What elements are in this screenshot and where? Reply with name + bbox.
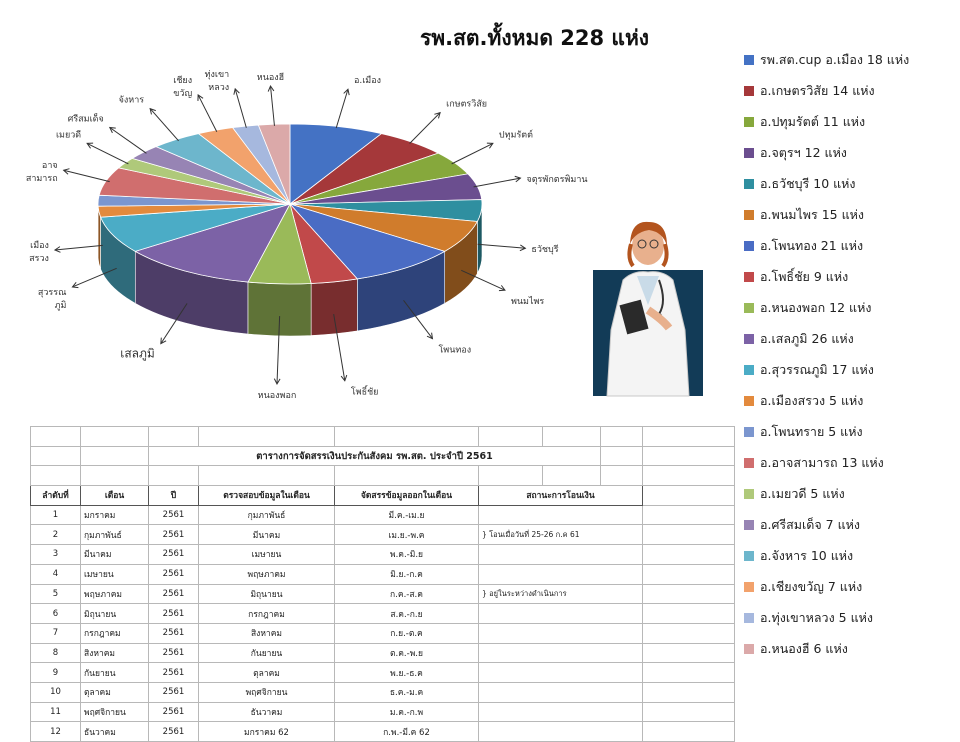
legend-swatch: [744, 582, 754, 592]
table-cell: 2561: [149, 722, 199, 742]
col-header-index: ลำดับที่: [31, 486, 81, 506]
legend-label: อ.อาจสามารถ 13 แห่ง: [760, 453, 884, 473]
table-cell: 2561: [149, 623, 199, 643]
legend-item: [744, 143, 847, 163]
col-header-year: ปี: [149, 486, 199, 506]
callout-label: เมืองสรวง: [29, 240, 49, 264]
table-cell: 2: [31, 525, 81, 545]
legend-label: อ.เมืองสรวง 5 แห่ง: [760, 391, 863, 411]
table-cell: เมษายน: [199, 545, 335, 565]
table-row: [31, 584, 735, 604]
legend-swatch: [744, 396, 754, 406]
legend-label: อ.ปทุมรัตต์ 11 แห่ง: [760, 112, 865, 132]
callout-label: เสลภูมิ: [120, 347, 155, 362]
table-cell: [643, 505, 735, 525]
legend-item: [744, 81, 875, 101]
callout-arrow: [410, 113, 441, 144]
legend-swatch: [744, 117, 754, 127]
legend-swatch: [744, 179, 754, 189]
callout-arrow: [64, 170, 110, 181]
table-cell: มิถุนายน: [81, 604, 149, 624]
table-cell: มกราคม: [81, 505, 149, 525]
legend-item: [744, 236, 863, 256]
transfer-status-cell: [479, 604, 643, 624]
legend-label: อ.เชียงขวัญ 7 แห่ง: [760, 577, 862, 597]
table-cell: ม.ค.-ก.พ: [335, 702, 479, 722]
callout-label: ทุ่งเขาหลวง: [205, 70, 230, 93]
legend-item: [744, 577, 862, 597]
table-cell: 2561: [149, 702, 199, 722]
table-cell: 2561: [149, 663, 199, 683]
table-cell: ต.ค.-พ.ย: [335, 643, 479, 663]
table-cell: 4: [31, 564, 81, 584]
table-row: [31, 564, 735, 584]
table-cell: 7: [31, 623, 81, 643]
table-cell: 11: [31, 702, 81, 722]
table-cell: ก.พ.-มี.ค 62: [335, 722, 479, 742]
callout-arrow: [270, 86, 274, 126]
transfer-status-cell: [479, 722, 643, 742]
legend-item: [744, 298, 871, 318]
callout-arrow: [336, 89, 348, 128]
legend-item: [744, 205, 864, 225]
table-row: [31, 682, 735, 702]
legend-swatch: [744, 613, 754, 623]
table-cell: ธันวาคม: [199, 702, 335, 722]
table-cell: 2561: [149, 584, 199, 604]
table-cell: [643, 682, 735, 702]
table-cell: พฤศจิกายน: [81, 702, 149, 722]
legend-swatch: [744, 272, 754, 282]
table-row: [31, 643, 735, 663]
callout-label: ศรีสมเด็จ: [68, 111, 104, 124]
transfer-status-cell: [479, 702, 643, 722]
transfer-status-cell: [479, 505, 643, 525]
legend-label: อ.ศรีสมเด็จ 7 แห่ง: [760, 515, 860, 535]
table-cell: [643, 564, 735, 584]
callout-arrow: [110, 127, 147, 153]
callout-label: ธวัชบุรี: [531, 244, 558, 255]
table-row: [31, 505, 735, 525]
legend-item: [744, 546, 853, 566]
table-cell: 2561: [149, 545, 199, 565]
table-row: [31, 702, 735, 722]
table-cell: กุมภาพันธ์: [199, 505, 335, 525]
table-row: [31, 623, 735, 643]
legend-swatch: [744, 148, 754, 158]
table-cell: [643, 545, 735, 565]
col-header-allocate-month: จัดสรรข้อมูลออกในเดือน: [335, 486, 479, 506]
table-cell: 2561: [149, 682, 199, 702]
table-cell: มี.ค.-เม.ย: [335, 505, 479, 525]
table-row: [31, 722, 735, 742]
callout-arrow: [87, 143, 128, 163]
table-cell: 3: [31, 545, 81, 565]
legend-swatch: [744, 303, 754, 313]
table-cell: กุมภาพันธ์: [81, 525, 149, 545]
callout-label: สุวรรณภูมิ: [38, 288, 67, 311]
table-cell: มกราคม 62: [199, 722, 335, 742]
callout-arrow: [55, 245, 103, 250]
callout-label: พนมไพร: [511, 296, 544, 307]
table-cell: กรกฎาคม: [199, 604, 335, 624]
table-cell: กันยายน: [199, 643, 335, 663]
transfer-status-cell: [479, 643, 643, 663]
transfer-status-cell: [479, 564, 643, 584]
callout-label: ปทุมรัตต์: [499, 128, 533, 140]
table-cell: 2561: [149, 643, 199, 663]
legend-swatch: [744, 365, 754, 375]
legend-label: อ.เสลภูมิ 26 แห่ง: [760, 329, 854, 349]
col-header-check-month: ตรวจสอบข้อมูลในเดือน: [199, 486, 335, 506]
table-cell: 12: [31, 722, 81, 742]
legend-label: อ.สุวรรณภูมิ 17 แห่ง: [760, 360, 874, 380]
table-row: [31, 604, 735, 624]
table-cell: 2561: [149, 604, 199, 624]
table-cell: มีนาคม: [81, 545, 149, 565]
legend-swatch: [744, 520, 754, 530]
table-cell: [643, 525, 735, 545]
legend-swatch: [744, 210, 754, 220]
callout-label: หนองพอก: [258, 391, 297, 401]
transfer-status-cell: [479, 623, 643, 643]
legend-item: [744, 360, 874, 380]
callout-arrow: [198, 95, 217, 132]
legend-item: [744, 484, 845, 504]
callout-label: เมยวดี: [56, 129, 81, 140]
table-cell: ก.ย.-ต.ค: [335, 623, 479, 643]
table-cell: [643, 623, 735, 643]
table-cell: 9: [31, 663, 81, 683]
legend-swatch: [744, 427, 754, 437]
callout-label: เกษตรวิสัย: [446, 99, 487, 110]
legend-item: [744, 422, 863, 442]
callout-label: จตุรพักตรพิมาน: [526, 174, 587, 185]
table-cell: 2561: [149, 505, 199, 525]
legend-swatch: [744, 241, 754, 251]
table-cell: พ.ค.-มิ.ย: [335, 545, 479, 565]
table-cell: พฤษภาคม: [81, 584, 149, 604]
table-cell: กรกฎาคม: [81, 623, 149, 643]
table-cell: พฤศจิกายน: [199, 682, 335, 702]
table-cell: [643, 722, 735, 742]
table-cell: 2561: [149, 525, 199, 545]
legend-label: อ.ธวัชบุรี 10 แห่ง: [760, 174, 856, 194]
callout-arrowhead: [161, 338, 166, 344]
spreadsheet-table: [30, 426, 734, 698]
legend-swatch: [744, 334, 754, 344]
transfer-status-cell: [479, 682, 643, 702]
table-cell: ก.ค.-ส.ค: [335, 584, 479, 604]
table-cell: ตุลาคม: [199, 663, 335, 683]
table-cell: สิงหาคม: [81, 643, 149, 663]
legend-item: [744, 608, 873, 628]
transfer-status-cell: } อยู่ในระหว่างดำเนินการ: [479, 584, 643, 604]
chart-title: รพ.สต.ทั้งหมด 228 แห่ง: [420, 22, 649, 55]
callout-arrow: [452, 143, 493, 163]
table-cell: ธันวาคม: [81, 722, 149, 742]
table-row: [31, 525, 735, 545]
callout-label: หนองฮี: [257, 72, 284, 83]
legend-swatch: [744, 551, 754, 561]
legend-item: [744, 112, 865, 132]
legend-label: อ.เกษตรวิสัย 14 แห่ง: [760, 81, 875, 101]
legend-label: อ.โพธิ์ชัย 9 แห่ง: [760, 267, 848, 287]
callout-arrow: [150, 109, 178, 141]
table-cell: มีนาคม: [199, 525, 335, 545]
table-cell: 5: [31, 584, 81, 604]
table-cell: [643, 643, 735, 663]
legend-swatch: [744, 458, 754, 468]
callout-arrow: [478, 244, 526, 248]
callout-label: โพธิ์ชัย: [351, 385, 379, 398]
legend-item: [744, 391, 863, 411]
transfer-status-cell: [479, 663, 643, 683]
legend-label: อ.หนองพอก 12 แห่ง: [760, 298, 871, 318]
table-cell: สิงหาคม: [199, 623, 335, 643]
transfer-status-cell: [479, 545, 643, 565]
table-row: [31, 663, 735, 683]
callout-label: จังหาร: [119, 96, 145, 106]
table-header-row: [31, 486, 735, 506]
legend-item: [744, 50, 909, 70]
table-cell: [643, 702, 735, 722]
table-cell: กันยายน: [81, 663, 149, 683]
legend-swatch: [744, 644, 754, 654]
col-header-month: เดือน: [81, 486, 149, 506]
table-cell: พ.ย.-ธ.ค: [335, 663, 479, 683]
table-cell: มิถุนายน: [199, 584, 335, 604]
legend-item: [744, 515, 860, 535]
callout-arrow: [474, 178, 521, 187]
legend-item: [744, 174, 856, 194]
table-row: [31, 545, 735, 565]
legend-item: [744, 267, 848, 287]
legend-label: อ.ทุ่งเขาหลวง 5 แห่ง: [760, 608, 873, 628]
doctor-illustration: [593, 210, 703, 396]
table-cell: เม.ย.-พ.ค: [335, 525, 479, 545]
table-cell: 1: [31, 505, 81, 525]
table-cell: พฤษภาคม: [199, 564, 335, 584]
transfer-status-cell: } โอนเมื่อวันที่ 25-26 ก.ค 61: [479, 525, 643, 545]
table-cell: มิ.ย.-ก.ค: [335, 564, 479, 584]
table-cell: ตุลาคม: [81, 682, 149, 702]
legend-label: อ.จตุรฯ 12 แห่ง: [760, 143, 847, 163]
legend-label: อ.หนองฮี 6 แห่ง: [760, 639, 848, 659]
table-cell: 8: [31, 643, 81, 663]
table-title: ตารางการจัดสรรเงินประกันสังคม รพ.สต. ประจำปี 2561: [149, 446, 601, 466]
table-cell: เมษายน: [81, 564, 149, 584]
legend-item: [744, 329, 854, 349]
table-cell: 10: [31, 682, 81, 702]
legend-label: อ.เมยวดี 5 แห่ง: [760, 484, 845, 504]
legend-item: [744, 453, 884, 473]
legend-swatch: [744, 86, 754, 96]
pie-slice-side: [311, 279, 357, 336]
callout-label: เชียงขวัญ: [173, 75, 192, 99]
callout-label: อ.เมือง: [354, 75, 381, 86]
table-cell: [643, 663, 735, 683]
legend-item: [744, 639, 848, 659]
table-cell: 2561: [149, 564, 199, 584]
callout-arrow: [235, 89, 246, 128]
legend-label: รพ.สต.cup อ.เมือง 18 แห่ง: [760, 50, 909, 70]
callout-label: อาจสามารถ: [26, 161, 58, 184]
legend-label: อ.จังหาร 10 แห่ง: [760, 546, 853, 566]
legend-label: อ.โพนทราย 5 แห่ง: [760, 422, 863, 442]
legend-swatch: [744, 55, 754, 65]
table-cell: ธ.ค.-ม.ค: [335, 682, 479, 702]
table-cell: [643, 584, 735, 604]
col-header-transfer-status: สถานะการโอนเงิน: [479, 486, 643, 506]
legend-label: อ.พนมไพร 15 แห่ง: [760, 205, 864, 225]
table-cell: ส.ค.-ก.ย: [335, 604, 479, 624]
legend-label: อ.โพนทอง 21 แห่ง: [760, 236, 863, 256]
table-cell: 6: [31, 604, 81, 624]
legend-swatch: [744, 489, 754, 499]
table-cell: [643, 604, 735, 624]
callout-label: โพนทอง: [438, 345, 471, 356]
